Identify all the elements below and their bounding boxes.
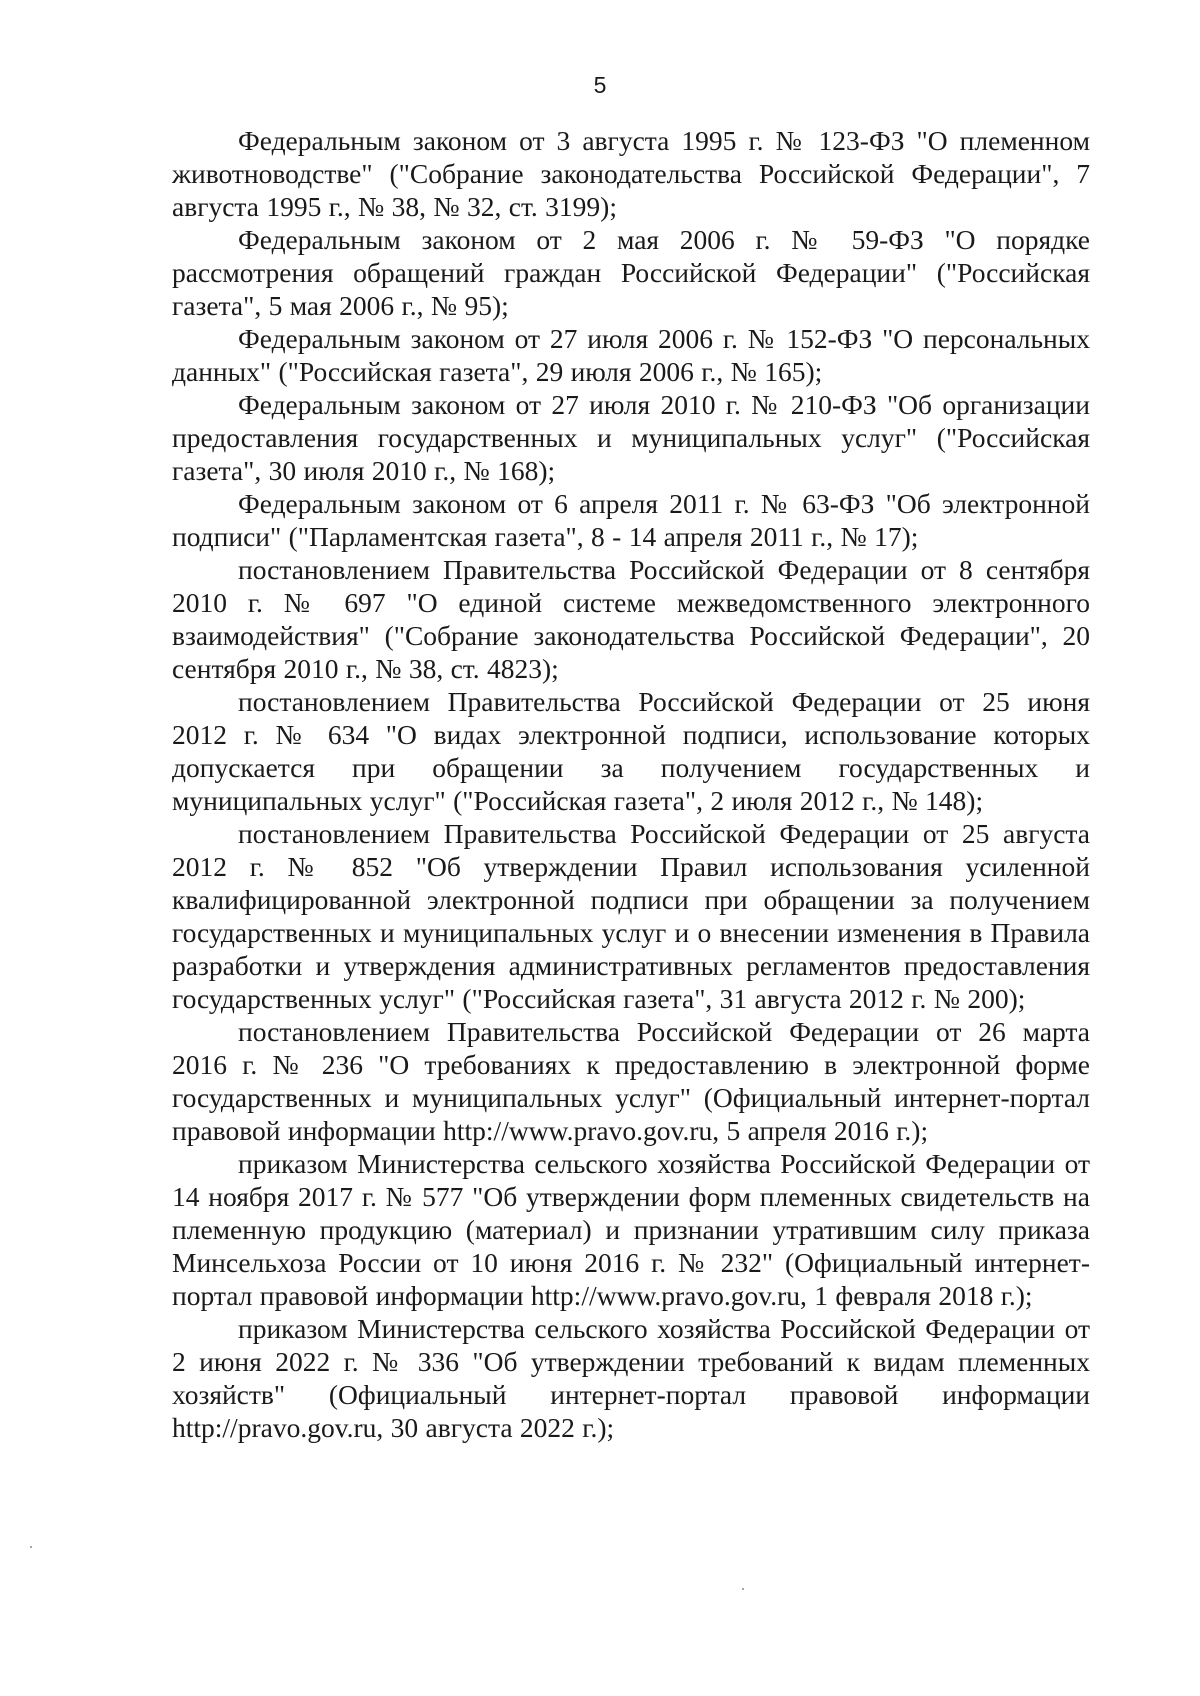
scan-artifact — [30, 1546, 32, 1548]
paragraph-decree-697: постановлением Правительства Российской Федерации от 8 сентября 2010 г. № 697 "О единой системе межведомственного электронного взаимодействия" ("Собрание законодательства Российской Федерации", 20 сентября 2010 г., № 38, ст. 4823); — [172, 554, 1090, 684]
paragraph-decree-634: постановлением Правительства Российской Федерации от 25 июня 2012 г. № 634 "О видах электронной подписи, использование которых допускается при обращении за получением государственных и муниципальных услуг" ("Российская газета", 2 июля 2012 г., № 148); — [172, 686, 1090, 816]
paragraph-law-63-fz: Федеральным законом от 6 апреля 2011 г. № 63-ФЗ "Об электронной подписи" ("Парламентская газета", 8 - 14 апреля 2011 г., № 17); — [172, 488, 1090, 552]
paragraph-law-152-fz: Федеральным законом от 27 июля 2006 г. № 152-ФЗ "О персональных данных" ("Российская газета", 29 июля 2006 г., № 165); — [172, 323, 1090, 387]
paragraph-order-577: приказом Министерства сельского хозяйства Российской Федерации от 14 ноября 2017 г. № 577 "Об утверждении форм племенных свидетельств на племенную продукцию (материал) и признании утратившим силу приказа Минсельхоза России от 10 июня 2016 г. № 232" (Официальный интернет-портал правовой информации http://www.pravo.gov.ru, 1 февраля 2018 г.); — [172, 1148, 1090, 1311]
paragraph-law-210-fz: Федеральным законом от 27 июля 2010 г. № 210-ФЗ "Об организации предоставления государственных и муниципальных услуг" ("Российская газета", 30 июля 2010 г., № 168); — [172, 389, 1090, 486]
paragraph-law-59-fz: Федеральным законом от 2 мая 2006 г. № 59-ФЗ "О порядке рассмотрения обращений граждан Российской Федерации" ("Российская газета", 5 мая 2006 г., № 95); — [172, 224, 1090, 321]
paragraph-decree-236: постановлением Правительства Российской Федерации от 26 марта 2016 г. № 236 "О требованиях к предоставлению в электронной форме государственных и муниципальных услуг" (Официальный интернет-портал правовой информации http://www.pravo.gov.ru, 5 апреля 2016 г.); — [172, 1016, 1090, 1146]
paragraph-law-123-fz: Федеральным законом от 3 августа 1995 г. № 123-ФЗ "О племенном животноводстве" ("Собрание законодательства Российской Федерации", 7 августа 1995 г., № 38, № 32, ст. 3199); — [172, 125, 1090, 222]
paragraph-decree-852: постановлением Правительства Российской Федерации от 25 августа 2012 г. № 852 "Об утверждении Правил использования усиленной квалифицированной электронной подписи при обращении за получением государственных и муниципальных услуг и о внесении изменения в Правила разработки и утверждения административных регламентов предоставления государственных услуг" ("Российская газета", 31 августа 2012 г. № 200); — [172, 818, 1090, 1014]
paragraph-order-336: приказом Министерства сельского хозяйства Российской Федерации от 2 июня 2022 г. № 336 "Об утверждении требований к видам племенных хозяйств" (Официальный интернет-портал правовой информации http://pravo.gov.ru, 30 августа 2022 г.); — [172, 1313, 1090, 1443]
page-body — [172, 124, 1090, 1444]
scan-artifact — [742, 1588, 744, 1590]
page-number: 5 — [593, 72, 607, 98]
